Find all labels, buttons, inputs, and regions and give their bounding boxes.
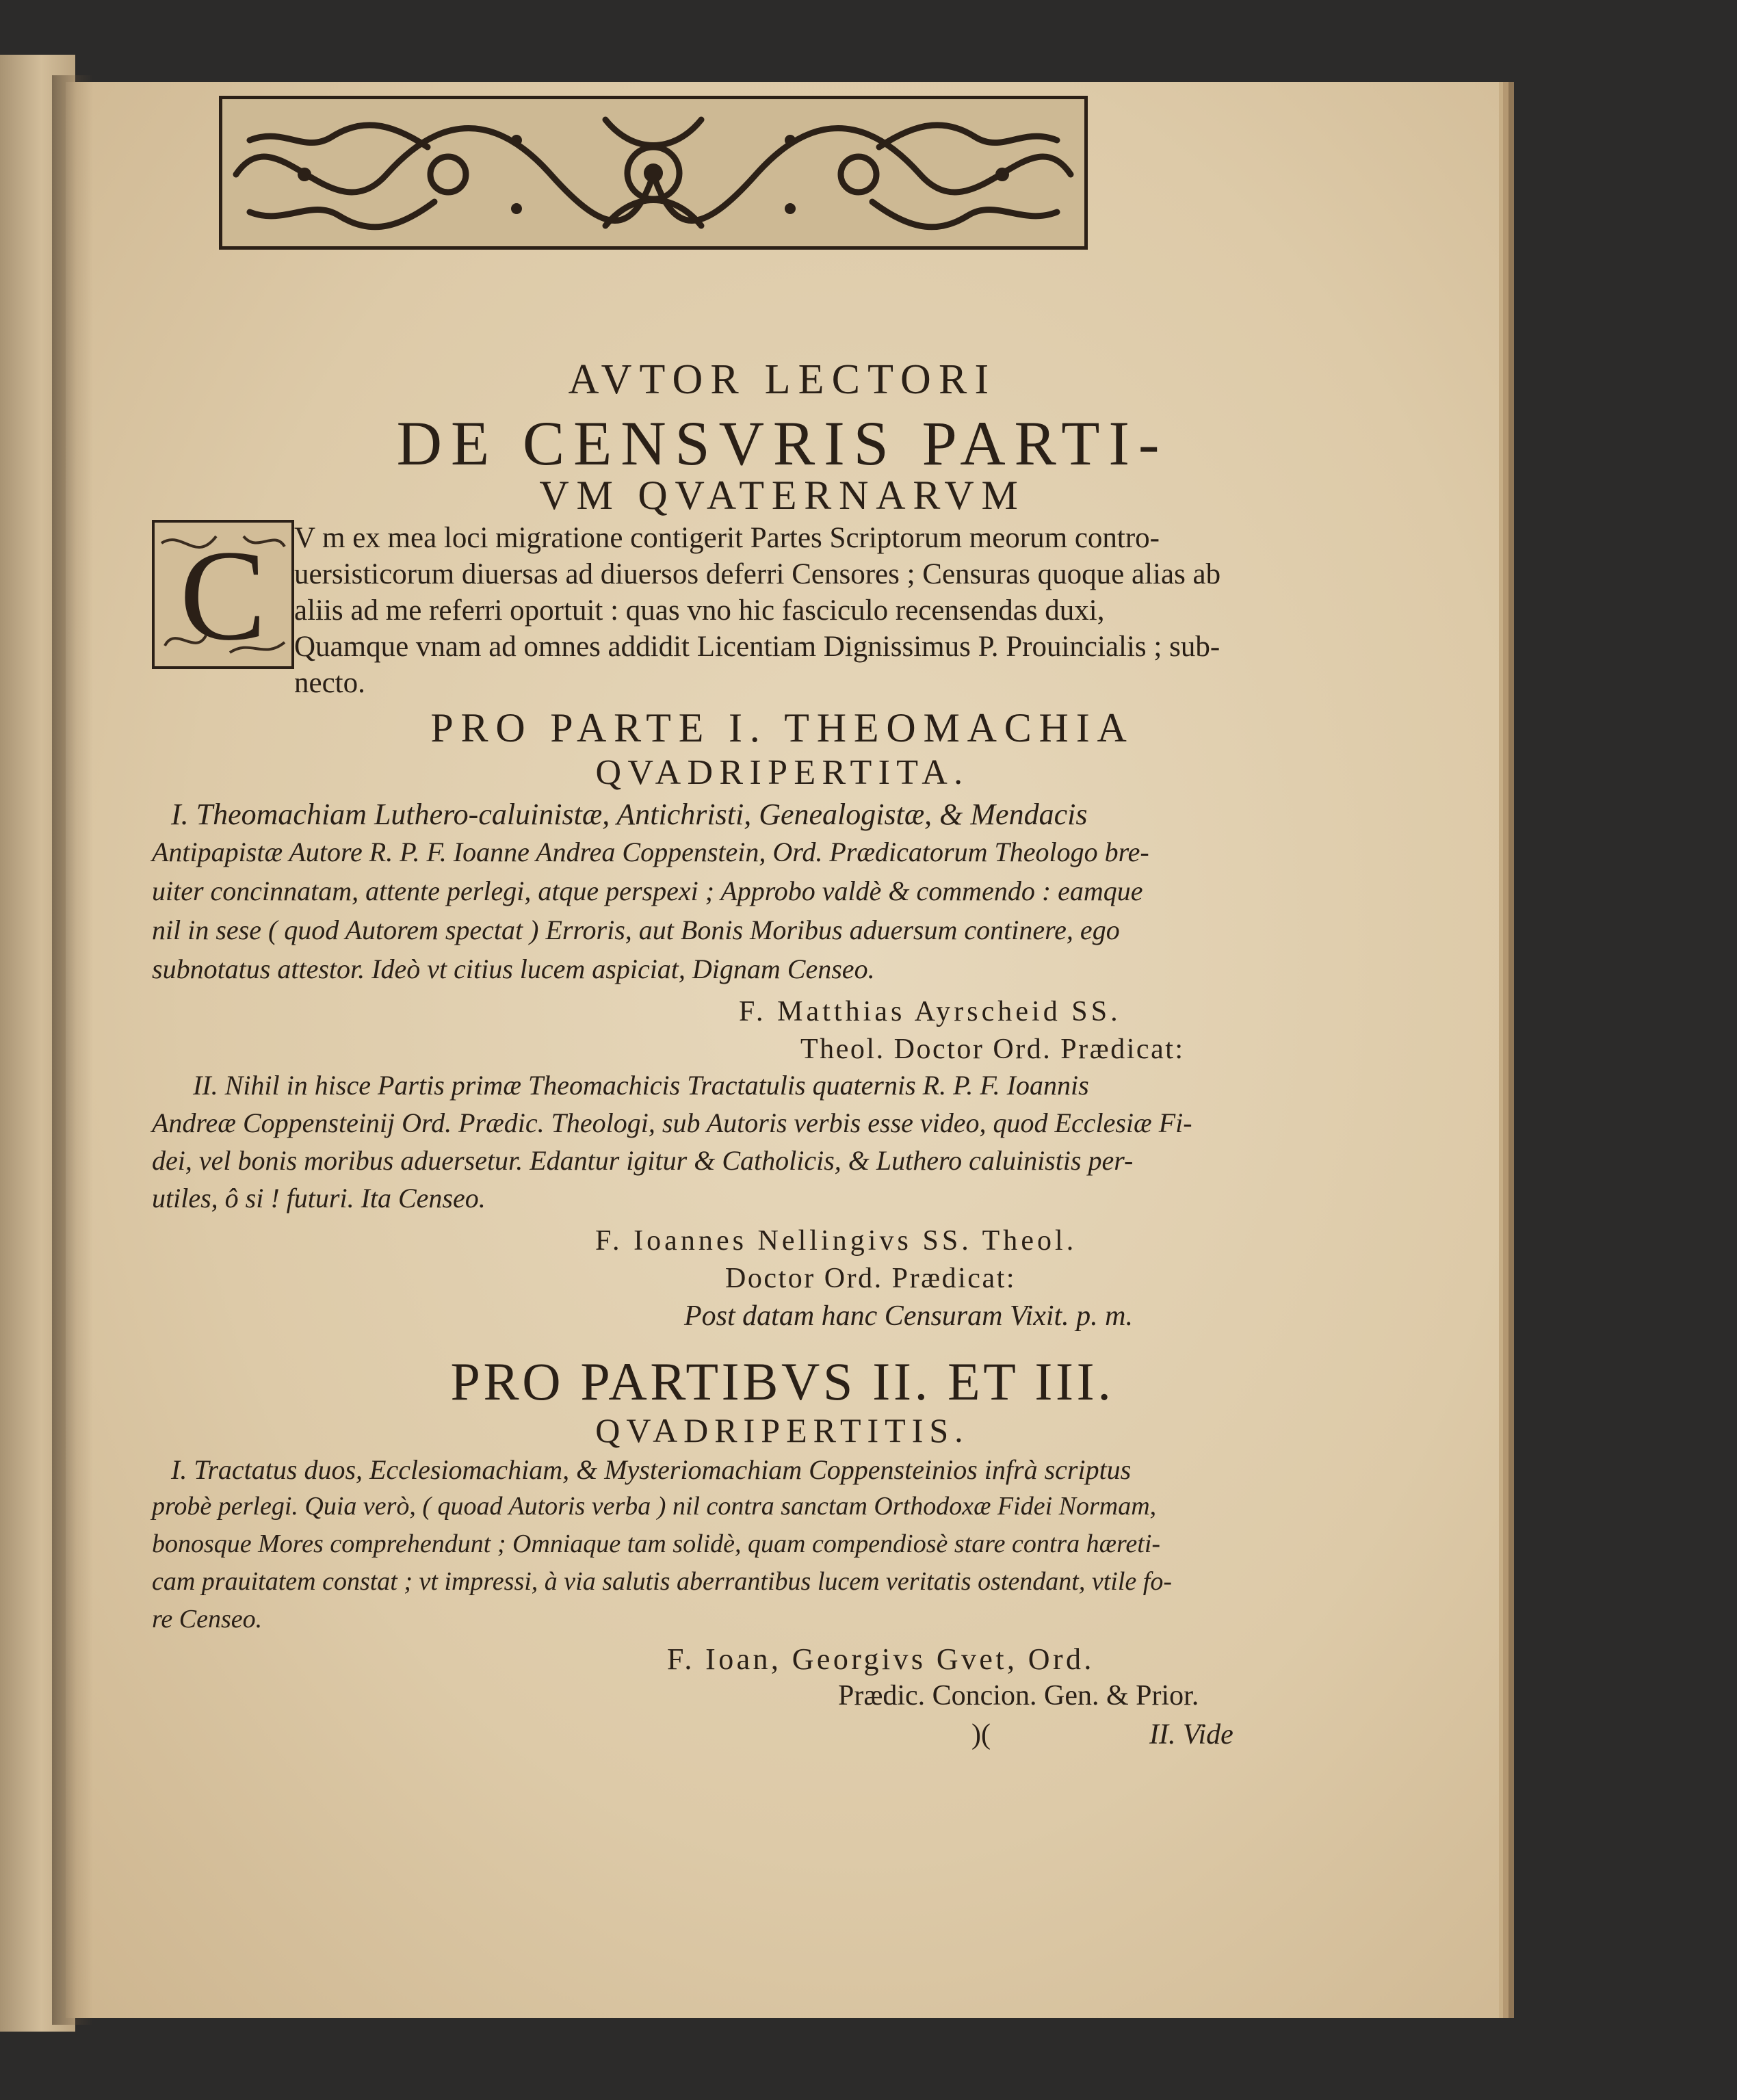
heading-line-3: VM QVATERNARVM (539, 473, 1026, 518)
section-1-censure-2-line-3: dei, vel bonis moribus aduersetur. Edantur igitur & Catholicis, & Luthero caluinistis per- (152, 1145, 1134, 1176)
section-1-censure-2-line-4: utiles, ô si ! futuri. Ita Censeo. (152, 1183, 486, 1213)
decorated-initial (152, 520, 294, 669)
section-2-censure-line-3: bonosque Mores comprehendunt ; Omniaque tam solidè, quam compendiosè stare contra hæreti- (152, 1530, 1161, 1558)
section-2-censure-line-1: I. Tractatus duos, Ecclesiomachiam, & Mysteriomachiam Coppensteinios infrà scriptus (171, 1454, 1132, 1485)
intro-line-3: aliis ad me referri oportuit : quas vno hic fasciculo recensendas duxi, (294, 594, 1105, 627)
section-2-title: PRO PARTIBVS II. ET III. (450, 1352, 1114, 1411)
intro-line-2: uersisticorum diuersas ad diuersos deferri Censores ; Censuras quoque alias ab (294, 558, 1221, 590)
section-1-signature-1-line-1: F. Matthias Ayrscheid SS. (739, 996, 1121, 1027)
section-1-censure-1-line-5: subnotatus attestor. Ideò vt citius lucem aspiciat, Dignam Censeo. (152, 954, 875, 984)
heading-line-2: DE CENSVRIS PARTI- (396, 408, 1168, 478)
intro-line-4: Quamque vnam ad omnes addidit Licentiam Dignissimus P. Prouincialis ; sub- (294, 631, 1220, 663)
signature-mark: )( (971, 1719, 991, 1750)
section-1-signature-2-line-1: F. Ioannes Nellingivs SS. Theol. (595, 1225, 1078, 1257)
section-2-censure-line-2: probè perlegi. Quia verò, ( quoad Autoris verba ) nil contra sanctam Orthodoxæ Fidei Normam, (152, 1492, 1157, 1521)
section-1-signature-1-line-2: Theol. Doctor Ord. Prædicat: (800, 1034, 1185, 1065)
section-1-censure-1-line-2: Antipapistæ Autore R. P. F. Ioanne Andrea Coppenstein, Ord. Prædicatorum Theologo bre- (152, 837, 1149, 867)
section-1-censure-1-line-3: uiter concinnatam, attente perlegi, atque perspexi ; Approbo valdè & commendo : eamque (152, 876, 1143, 906)
intro-line-1: V m ex mea loci migratione contigerit Partes Scriptorum meorum contro- (294, 522, 1160, 554)
section-1-title: PRO PARTE I. THEOMACHIA (430, 705, 1134, 750)
heading-line-1: AVTOR LECTORI (568, 356, 997, 403)
section-2-subtitle: QVADRIPERTITIS. (595, 1411, 969, 1449)
section-1-censure-2-line-2: Andreæ Coppensteinij Ord. Prædic. Theologi, sub Autoris verbis esse video, quod Ecclesiæ Fi- (152, 1107, 1192, 1138)
section-2-censure-line-5: re Censeo. (152, 1605, 263, 1633)
section-1-signature-2-line-2: Doctor Ord. Prædicat: (725, 1263, 1017, 1294)
section-2-signature-line-2: Prædic. Concion. Gen. & Prior. (838, 1680, 1199, 1711)
section-1-censure-2-line-1: II. Nihil in hisce Partis primæ Theomachicis Tractatulis quaternis R. P. F. Ioannis (193, 1070, 1089, 1101)
catchword: II. Vide (1149, 1719, 1233, 1750)
section-2-censure-line-4: cam prauitatem constat ; vt impressi, à via salutis aberrantibus lucem veritatis ostendant, vtile fo- (152, 1567, 1172, 1596)
section-2-signature-line-1: F. Ioan, Georgivs Gvet, Ord. (667, 1642, 1095, 1676)
initial-letter: C (179, 524, 267, 666)
intro-line-5: necto. (294, 667, 365, 699)
section-1-censure-1-line-1: I. Theomachiam Luthero-caluinistæ, Antichristi, Genealogistæ, & Mendacis (171, 798, 1088, 831)
section-1-censure-1-line-4: nil in sese ( quod Autorem spectat ) Erroris, aut Bonis Moribus aduersum continere, ego (152, 915, 1120, 945)
ornamental-headpiece (219, 96, 1088, 250)
section-1-note: Post datam hanc Censuram Vixit. p. m. (684, 1300, 1134, 1332)
section-1-subtitle: QVADRIPERTITA. (595, 753, 969, 792)
